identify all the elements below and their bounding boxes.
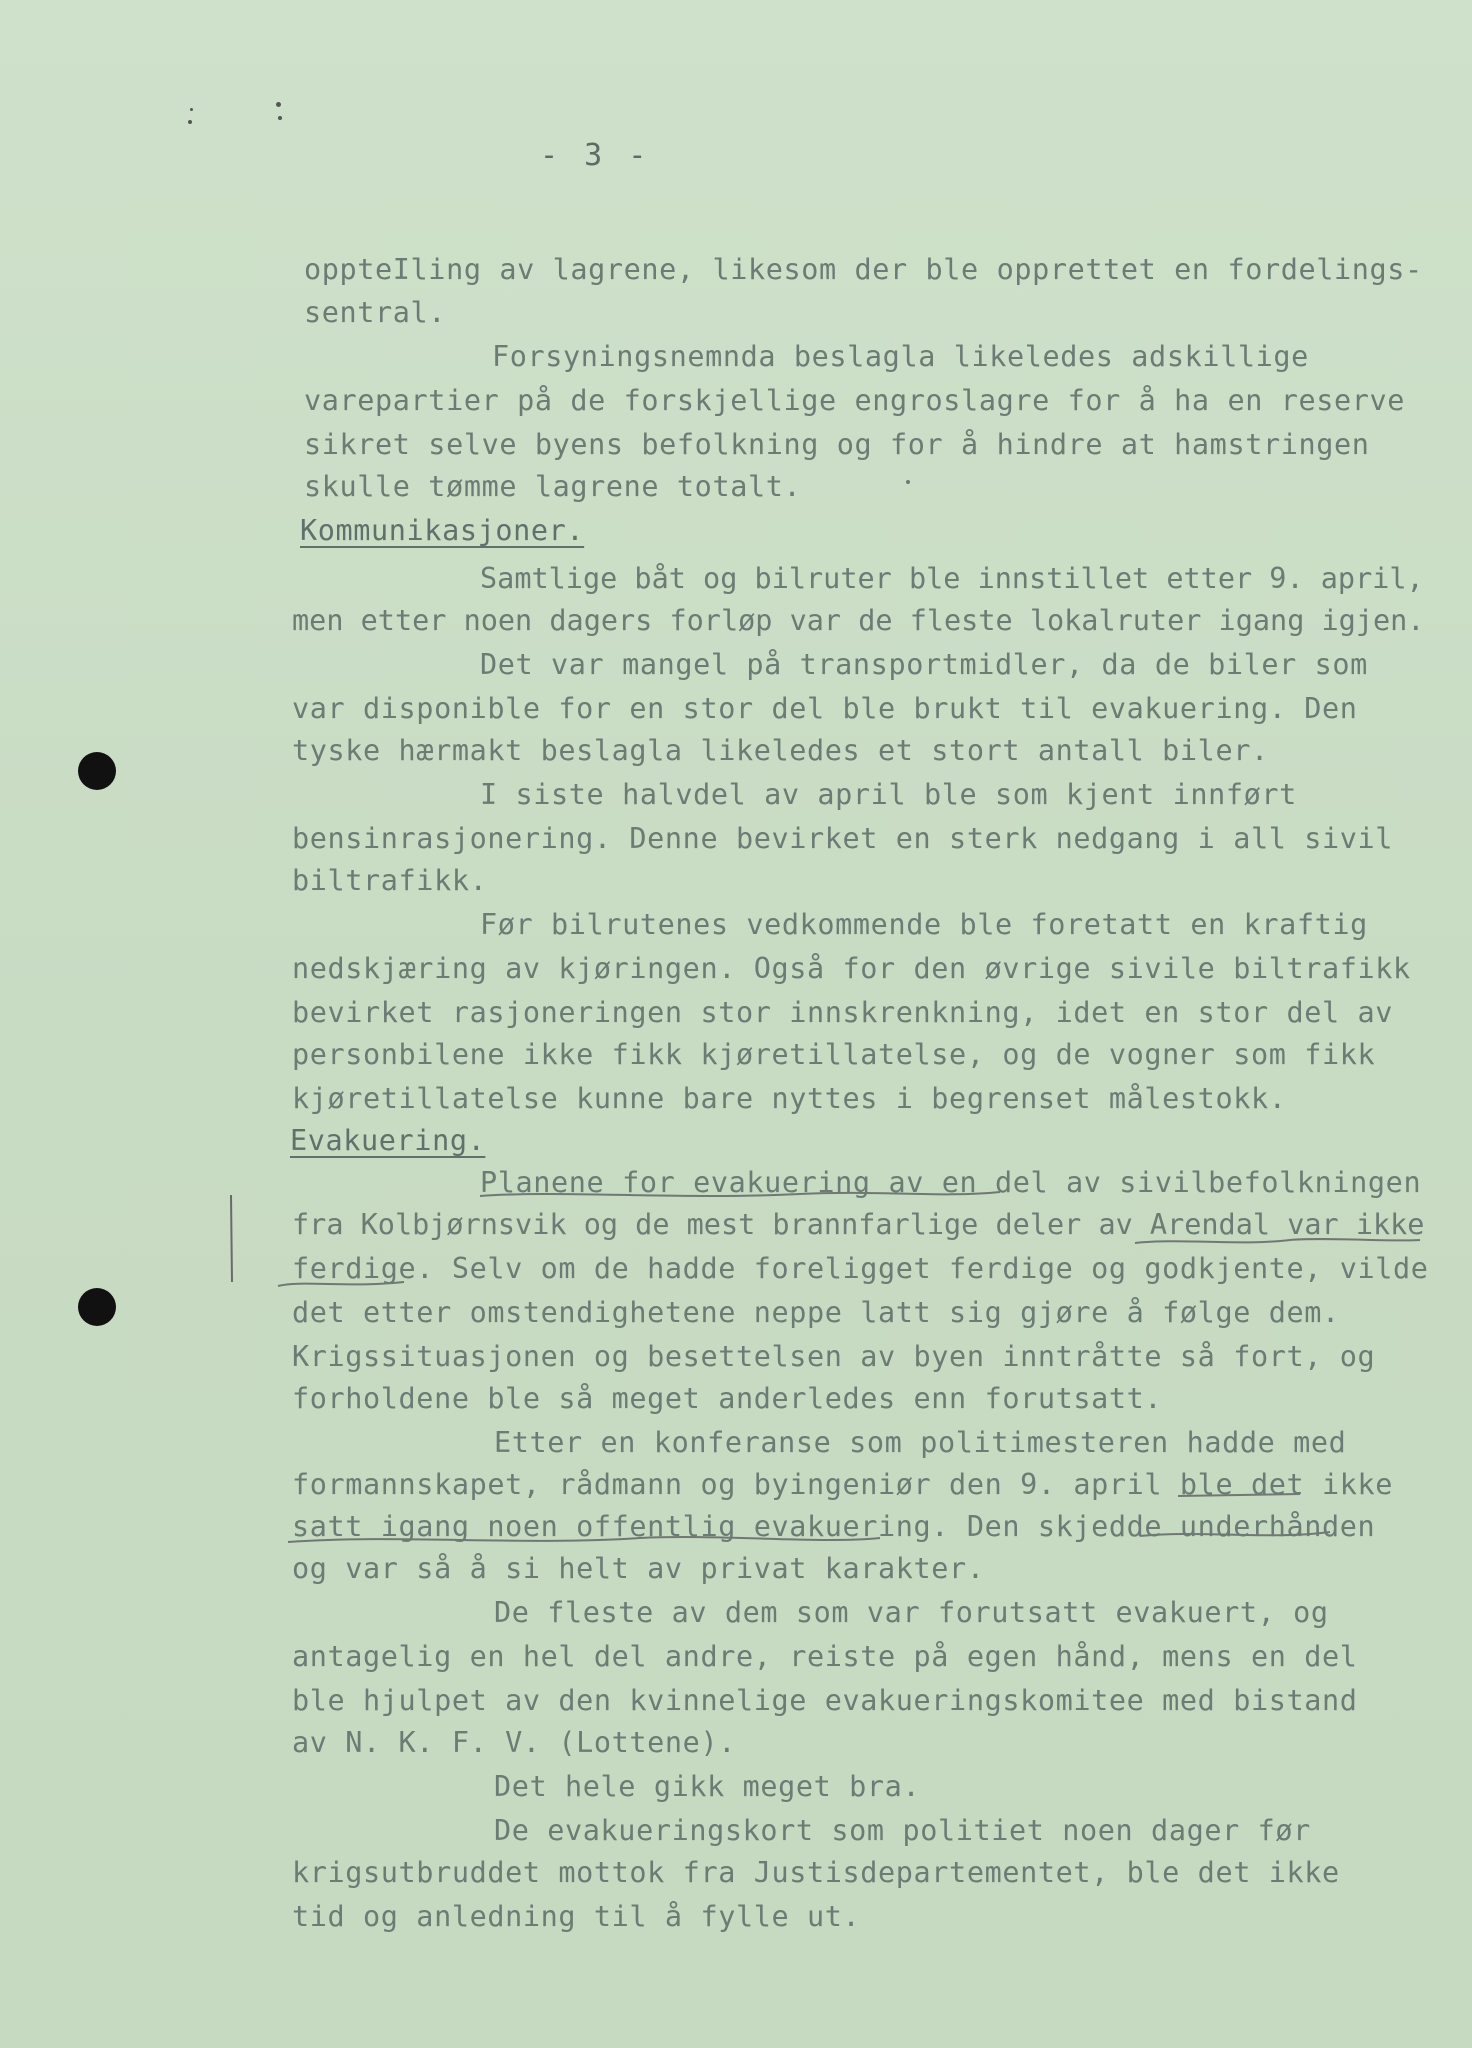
text-line: sikret selve byens befolkning og for å hindre at hamstringen <box>304 428 1370 461</box>
text-line: De evakueringskort som politiet noen dager før <box>494 1814 1311 1847</box>
text-line: fra Kolbjørnsvik og de mest brannfarlige deler av Arendal var ikke <box>292 1208 1425 1241</box>
text-line: antagelig en hel del andre, reiste på egen hånd, mens en del <box>292 1640 1358 1673</box>
text-line: tid og anledning til å fylle ut. <box>292 1900 861 1933</box>
section-heading: Kommunikasjoner. <box>300 514 585 547</box>
text-line: formannskapet, rådmann og byingeniør den 9. april ble det ikke <box>292 1468 1394 1501</box>
text-line: oppteIling av lagrene, likesom der ble opprettet en fordelings- <box>304 253 1423 286</box>
text-line: bevirket rasjoneringen stor innskrenkning, idet en stor del av <box>292 996 1394 1029</box>
text-line: nedskjæring av kjøringen. Også for den øvrige sivile biltrafikk <box>292 952 1411 985</box>
text-line: biltrafikk. <box>292 864 488 897</box>
text-line: var disponible for en stor del ble brukt til evakuering. Den <box>292 692 1358 725</box>
text-line: Forsyningsnemnda beslagla likeledes adskillige <box>492 340 1309 373</box>
text-line: bensinrasjonering. Denne bevirket en sterk nedgang i all sivil <box>292 822 1394 855</box>
text-line: Etter en konferanse som politimesteren hadde med <box>494 1426 1347 1459</box>
text-line: Samtlige båt og bilruter ble innstillet etter 9. april, <box>480 562 1424 595</box>
text-line: Det hele gikk meget bra. <box>494 1770 921 1803</box>
text-line: skulle tømme lagrene totalt. <box>304 470 802 503</box>
text-line: varepartier på de forskjellige engroslagre for å ha en reserve <box>304 384 1406 417</box>
text-line: Før bilrutenes vedkommende ble foretatt en kraftig <box>480 908 1368 941</box>
text-line: av N. K. F. V. (Lottene). <box>292 1726 736 1759</box>
text-line: krigsutbruddet mottok fra Justisdepartementet, ble det ikke <box>292 1856 1340 1889</box>
text-line: satt igang noen offentlig evakuering. Den skjedde underhånden <box>292 1510 1376 1543</box>
text-line: men etter noen dagers forløp var de fleste lokalruter igang igjen. <box>292 604 1425 637</box>
text-line: forholdene ble så meget anderledes enn forutsatt. <box>292 1382 1163 1415</box>
text-line: det etter omstendighetene neppe latt sig gjøre å følge dem. <box>292 1296 1340 1329</box>
text-line: sentral. <box>304 296 447 329</box>
page-number: - 3 - <box>540 138 651 173</box>
text-line: Krigssituasjonen og besettelsen av byen inntråtte så fort, og <box>292 1340 1376 1373</box>
text-line: og var så å si helt av privat karakter. <box>292 1552 985 1585</box>
text-line: kjøretillatelse kunne bare nyttes i begrenset målestokk. <box>292 1082 1287 1115</box>
text-line: ble hjulpet av den kvinnelige evakueringskomitee med bistand <box>292 1684 1358 1717</box>
text-line: ferdige. Selv om de hadde foreligget ferdige og godkjente, vilde <box>292 1252 1429 1285</box>
text-line: Planene for evakuering av en del av sivilbefolkningen <box>480 1166 1422 1199</box>
text-line: Det var mangel på transportmidler, da de biler som <box>480 648 1368 681</box>
text-line: personbilene ikke fikk kjøretillatelse, og de vogner som fikk <box>292 1038 1376 1071</box>
text-line: De fleste av dem som var forutsatt evakuert, og <box>494 1596 1329 1629</box>
text-line: tyske hærmakt beslagla likeledes et stort antall biler. <box>292 734 1269 767</box>
section-heading: Evakuering. <box>290 1124 486 1157</box>
text-line: I siste halvdel av april ble som kjent innført <box>480 778 1297 811</box>
